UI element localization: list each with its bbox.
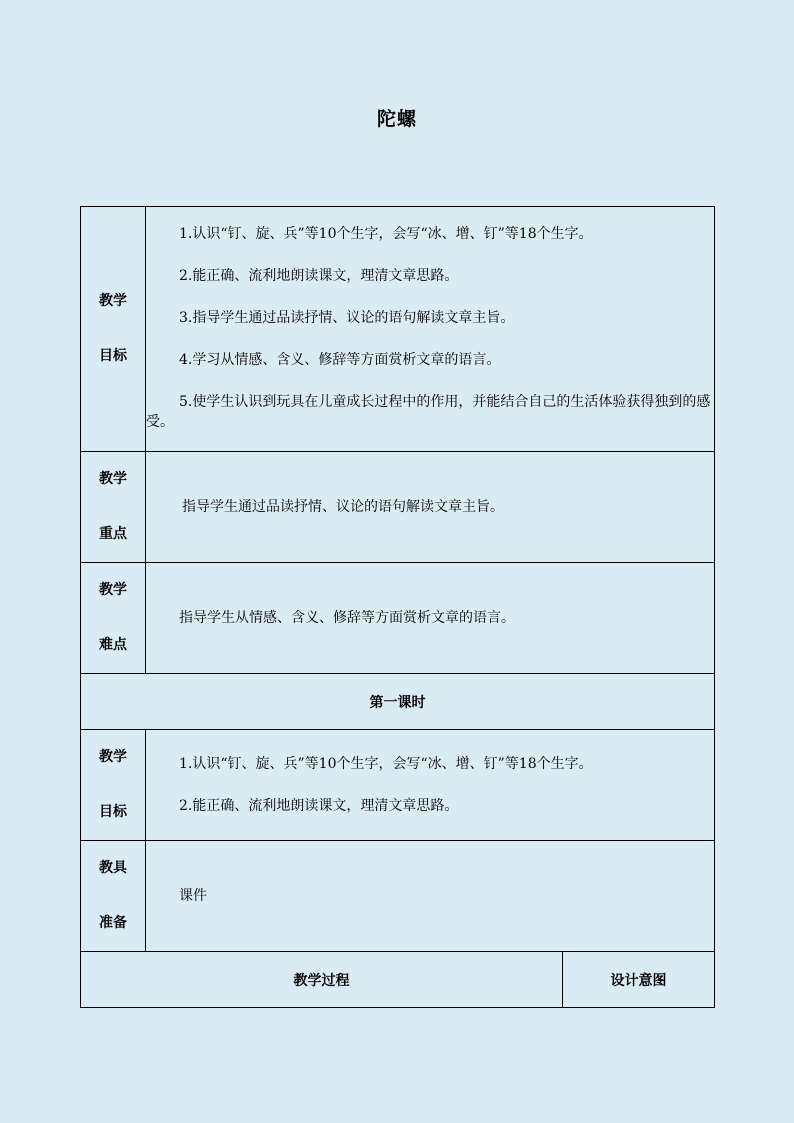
lesson-objectives-label: 教学 目标 bbox=[81, 730, 146, 841]
objective-item: 4.学习从情感、含义、修辞等方面赏析文章的语言。 bbox=[179, 352, 501, 368]
materials-content bbox=[146, 841, 715, 952]
lesson-objective-item: 1.认识“钉、旋、兵”等10个生字，会写“冰、增、钉”等18个生字。 bbox=[179, 756, 593, 772]
difficulties-label: 教学 难点 bbox=[81, 563, 146, 674]
materials-label: 教具 准备 bbox=[81, 841, 146, 952]
process-header: 教学过程 bbox=[81, 952, 563, 1008]
objectives-content bbox=[146, 207, 715, 452]
lesson-objectives-content bbox=[146, 730, 715, 841]
materials-text: 课件 bbox=[179, 888, 207, 904]
key-points-label: 教学 重点 bbox=[81, 452, 146, 563]
key-points-row bbox=[81, 452, 715, 563]
first-lesson-heading: 第一课时 bbox=[81, 674, 715, 730]
first-lesson-row bbox=[81, 674, 715, 730]
objective-item: 1.认识“钉、旋、兵”等10个生字，会写“冰、增、钉”等18个生字。 bbox=[179, 226, 593, 242]
materials-row bbox=[81, 841, 715, 952]
lesson-objectives-row bbox=[81, 730, 715, 841]
objectives-row bbox=[81, 207, 715, 452]
design-intent-header: 设计意图 bbox=[563, 952, 715, 1008]
key-points-text: 指导学生通过品读抒情、议论的语句解读文章主旨。 bbox=[182, 499, 504, 515]
lesson-plan-table bbox=[80, 206, 715, 1008]
objective-item: 3.指导学生通过品读抒情、议论的语句解读文章主旨。 bbox=[179, 310, 515, 326]
lesson-objective-item: 2.能正确、流利地朗读课文，理清文章思路。 bbox=[179, 798, 459, 814]
page-title: 陀螺 bbox=[376, 108, 417, 130]
difficulties-text: 指导学生从情感、含义、修辞等方面赏析文章的语言。 bbox=[179, 610, 515, 626]
process-header-row bbox=[81, 952, 715, 1008]
difficulties-content bbox=[146, 563, 715, 674]
difficulties-row bbox=[81, 563, 715, 674]
key-points-content bbox=[146, 452, 715, 563]
objective-item: 2.能正确、流利地朗读课文，理清文章思路。 bbox=[179, 268, 459, 284]
objectives-label: 教学 目标 bbox=[81, 207, 146, 452]
objective-item: 5.使学生认识到玩具在儿童成长过程中的作用，并能结合自己的生活体验获得独到的感受。 bbox=[146, 394, 711, 430]
